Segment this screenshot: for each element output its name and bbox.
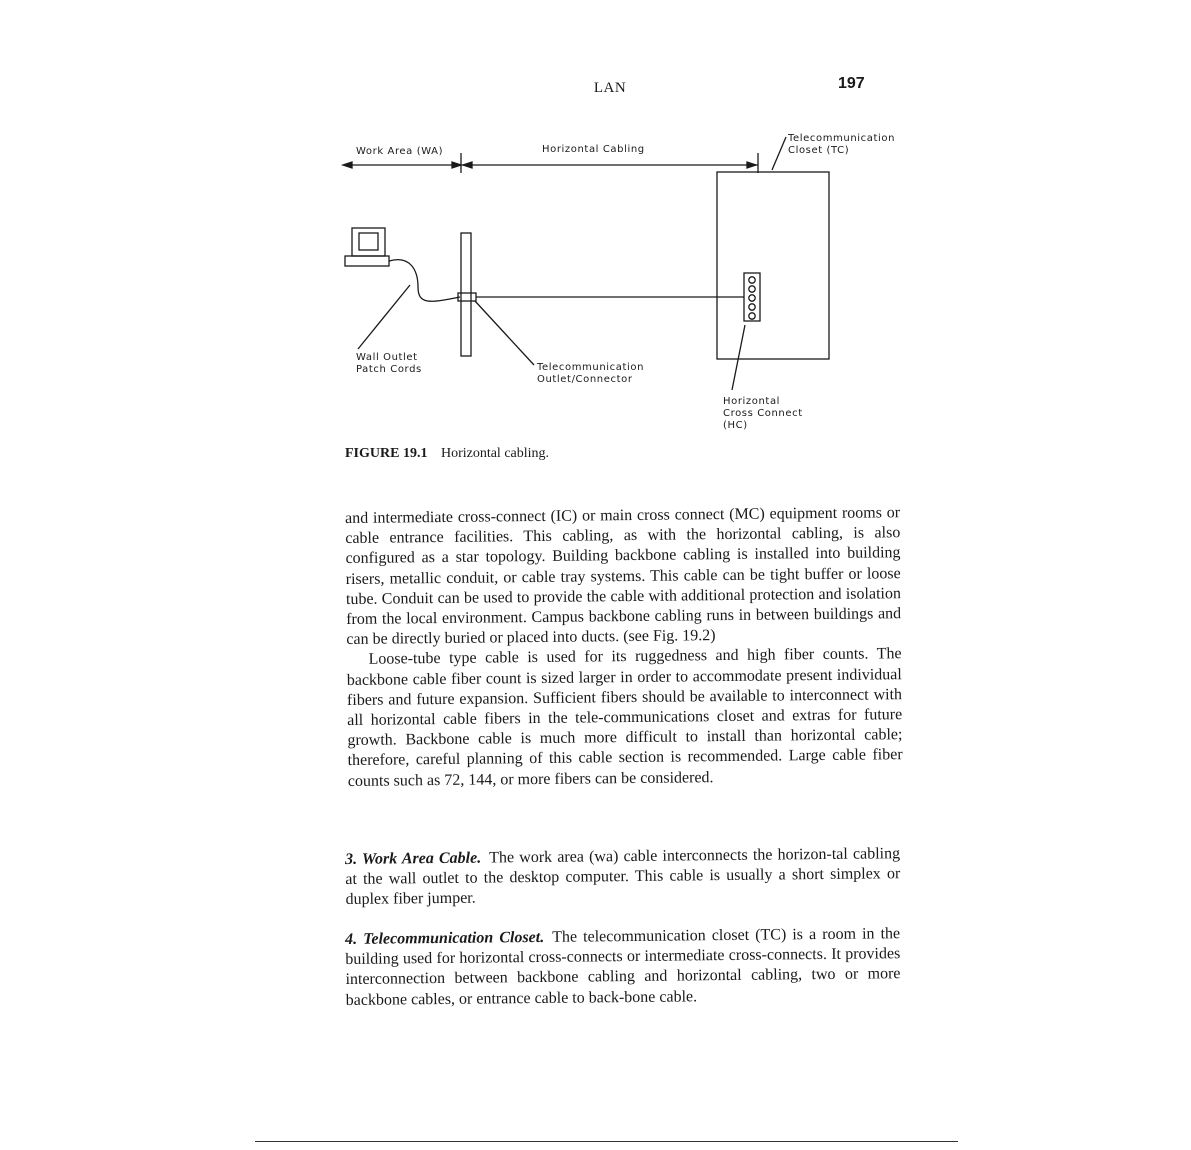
hc-leader-line (732, 325, 745, 390)
horizontal-arrow-left (463, 162, 472, 168)
figure-drawing (340, 125, 900, 445)
patch-cord-leader (358, 285, 410, 349)
horizontal-cabling-figure (340, 125, 900, 445)
bottom-rule (255, 1141, 958, 1142)
section-4-paragraph (345, 924, 901, 1011)
hc-port (749, 286, 755, 292)
work-area-label: Work Area (WA) (356, 146, 444, 157)
computer-base (345, 256, 389, 266)
computer-screen (359, 233, 378, 250)
horizontal-arrow-right (747, 162, 756, 168)
wall-outlet-plate (461, 233, 471, 356)
figure-caption (345, 446, 549, 462)
figure-number: FIGURE 19.1 (345, 446, 428, 461)
outlet-leader-line (475, 301, 534, 365)
tc-label-line1: Telecommunication (788, 133, 896, 144)
section-4 (345, 924, 901, 1011)
work-area-arrow-right (452, 162, 461, 168)
section-3-paragraph (345, 844, 901, 910)
running-header: LAN (593, 80, 627, 96)
hc-panel (744, 273, 760, 321)
paragraph-2: Loose-tube type cable is used for its ruggedness and high fiber counts. The backbone cable fiber count is sized larger in order to accommodate present individual fibers and future expansion. Sufficient fibers should be available to interconnect with all horizontal cable fibers in the tele-communications closet and extras for future growth. Backbone cable is much more difficult to install than horizontal cable; therefore, careful planning of this cable section is recommended. Large cable fiber counts such as 72, 144, or more fibers can be considered. (346, 645, 903, 790)
patch-cord (389, 260, 460, 302)
page-number: 197 (838, 75, 865, 92)
telecommunication-closet-box (717, 172, 829, 359)
hc-port (749, 295, 755, 301)
hc-label-line1: Horizontal (723, 396, 781, 407)
tc-leader-line (772, 137, 786, 170)
hc-port (749, 313, 755, 319)
horizontal-cabling-label: Horizontal Cabling (542, 144, 645, 155)
paragraph-1: and intermediate cross-connect (IC) or main cross connect (MC) equipment rooms or cable entrance facilities. This cabling, as with the horizontal cabling, is also configured as a star topology. Building backbone cabling is installed into building risers, metallic conduit, or cable tray systems. This cable can be tight buffer or loose tube. Conduit can be used to provide the cable with additional protection and isolation from the local environment. Campus backbone cabling runs in between buildings and can be directly buried or placed into ducts. (see Fig. 19.2) (345, 504, 902, 649)
section-3 (345, 844, 901, 910)
section-3-text: The work area (wa) cable interconnects the horizon-tal cabling at the wall outlet to the desktop computer. This cable is usually a short simplex or duplex fiber jumper. (345, 845, 901, 909)
patch-cords-label-line1: Wall Outlet (356, 352, 418, 363)
section-4-heading: 4. Telecommunication Closet. (345, 928, 545, 948)
hc-label-line3: (HC) (723, 420, 748, 431)
outlet-label-line1: Telecommunication (537, 362, 645, 373)
hc-label-line2: Cross Connect (723, 408, 803, 419)
computer-monitor (352, 228, 385, 256)
hc-port (749, 304, 755, 310)
tc-label-line2: Closet (TC) (788, 145, 850, 156)
patch-cords-label-line2: Patch Cords (356, 364, 422, 375)
figure-caption-text: Horizontal cabling. (440, 446, 550, 461)
section-4-text: The telecommunication closet (TC) is a room in the building used for horizontal cross-connects or intermediate cross-connects. It provides interconnection between backbone cabling and horizontal cabling, two or more backbone cables, or entrance cable to back-bone cable. (345, 925, 901, 1009)
work-area-arrow-left (343, 162, 352, 168)
outlet-label-line2: Outlet/Connector (537, 374, 633, 385)
hc-port (749, 277, 755, 283)
section-3-heading: 3. Work Area Cable. (345, 849, 482, 868)
body-text-main (345, 503, 903, 792)
